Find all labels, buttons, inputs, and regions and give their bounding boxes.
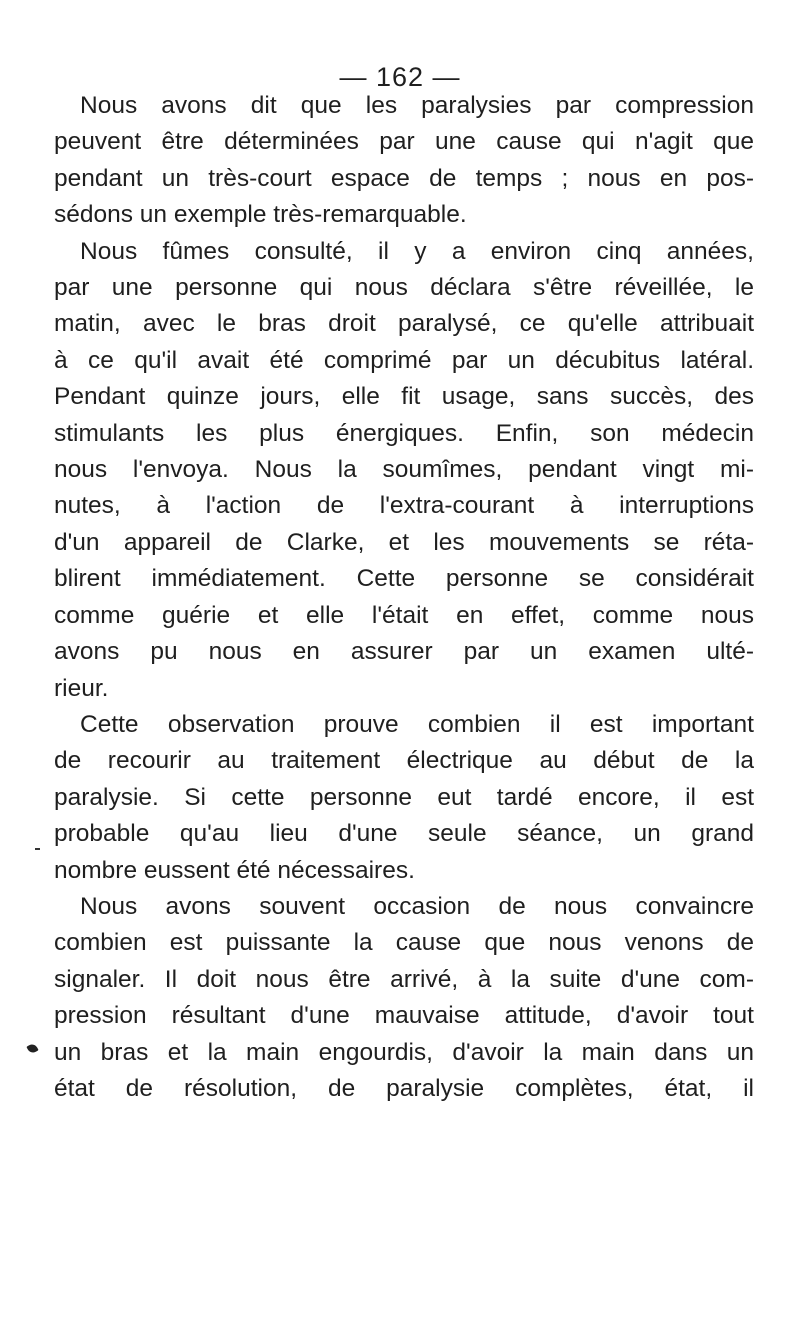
text-line: stimulants les plus énergiques. Enfin, son médecin xyxy=(54,419,754,447)
text-line: nutes, à l'action de l'extra-courant à interruptions xyxy=(54,492,754,520)
text-line: avons pu nous en assurer par un examen ulté- xyxy=(54,638,754,666)
text-line: état de résolution, de paralysie complètes, état, il xyxy=(54,1074,754,1102)
margin-ink-mark xyxy=(26,1042,38,1054)
text-line: sédons un exemple très-remarquable. xyxy=(54,201,467,229)
margin-dash-mark xyxy=(35,848,40,850)
text-line: nombre eussent été nécessaires. xyxy=(54,856,415,884)
text-line: matin, avec le bras droit paralysé, ce qu'elle attribuait xyxy=(54,310,754,338)
page-number: — 162 — xyxy=(339,62,461,92)
text-line: blirent immédiatement. Cette personne se considérait xyxy=(54,565,754,593)
text-line: Cette observation prouve combien il est important xyxy=(80,710,754,738)
text-line: probable qu'au lieu d'une seule séance, un grand xyxy=(54,820,754,848)
text-line: Nous avons dit que les paralysies par compression xyxy=(80,92,754,119)
text-line: combien est puissante la cause que nous venons de xyxy=(54,929,754,957)
text-line: nous l'envoya. Nous la soumîmes, pendant vingt mi- xyxy=(54,456,754,484)
paragraph xyxy=(54,707,754,889)
text-line: un bras et la main engourdis, d'avoir la main dans un xyxy=(54,1038,754,1066)
text-line: paralysie. Si cette personne eut tardé encore, il est xyxy=(54,783,754,811)
text-line: Nous avons souvent occasion de nous convaincre xyxy=(80,892,754,920)
text-line: signaler. Il doit nous être arrivé, à la suite d'une com- xyxy=(54,965,754,993)
text-line: à ce qu'il avait été comprimé par un décubitus latéral. xyxy=(54,346,754,374)
text-line: Nous fûmes consulté, il y a environ cinq années, xyxy=(80,237,754,265)
text-line: pression résultant d'une mauvaise attitude, d'avoir tout xyxy=(54,1002,754,1030)
text-line: pendant un très-court espace de temps ; nous en pos- xyxy=(54,164,754,192)
paragraph xyxy=(54,889,754,1107)
text-line: peuvent être déterminées par une cause qui n'agit que xyxy=(54,128,754,156)
paragraph xyxy=(54,88,754,234)
paragraph xyxy=(54,234,754,707)
text-line: Pendant quinze jours, elle fit usage, sans succès, des xyxy=(54,383,754,411)
text-line: comme guérie et elle l'était en effet, comme nous xyxy=(54,601,754,629)
text-line: d'un appareil de Clarke, et les mouvements se réta- xyxy=(54,528,754,556)
body-text xyxy=(54,88,754,1107)
text-line: par une personne qui nous déclara s'être réveillée, le xyxy=(54,274,754,302)
text-line: de recourir au traitement électrique au début de la xyxy=(54,747,754,775)
text-line: rieur. xyxy=(54,674,109,702)
